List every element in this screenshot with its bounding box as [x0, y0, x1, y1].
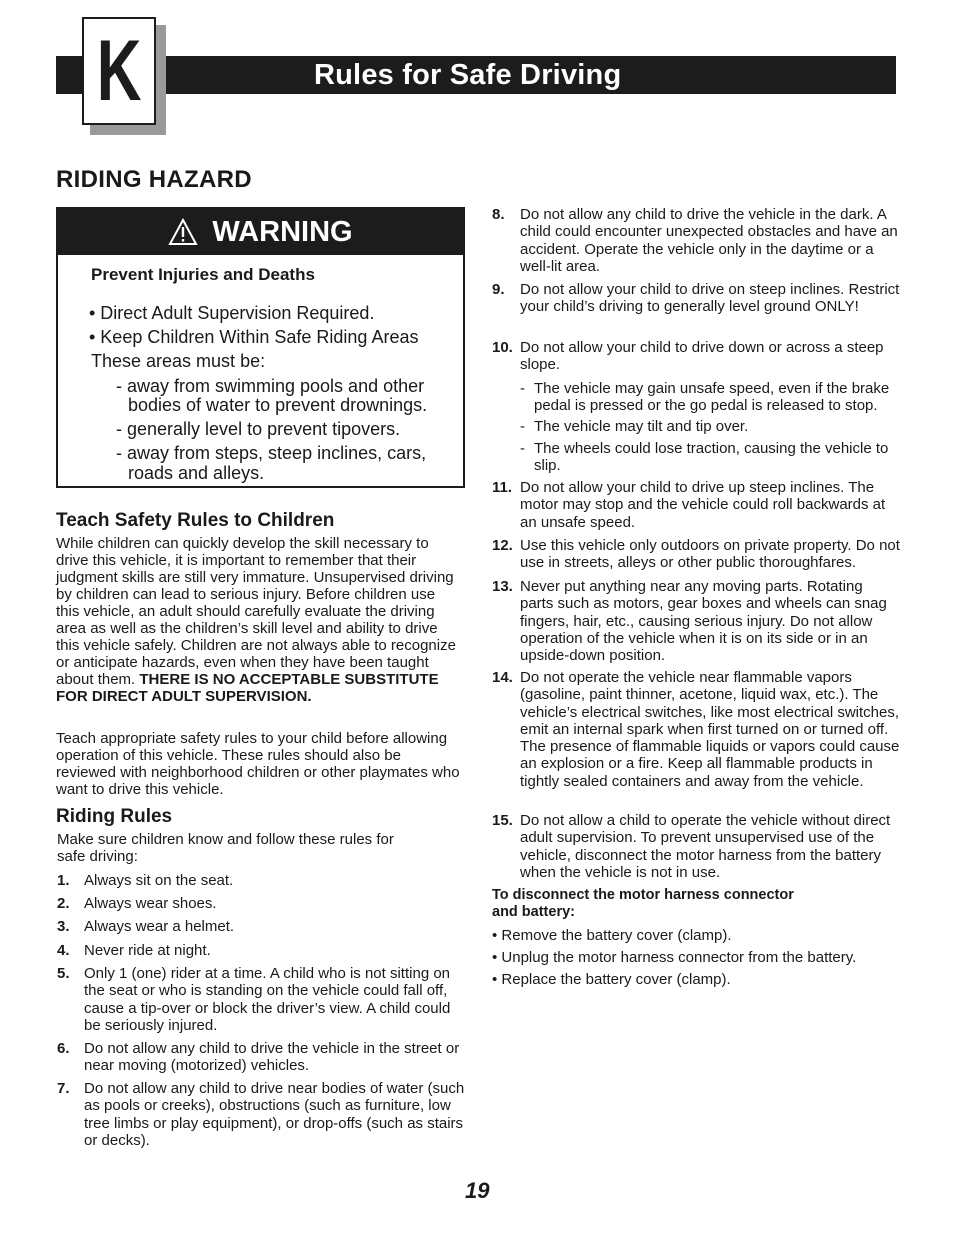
sub-item-dash: -: [520, 380, 525, 397]
rule-number: 7.: [57, 1080, 70, 1097]
rule-text: Never put anything near any moving parts. Rotating parts such as motors, gear boxes and wheels can snag fingers, hair, etc., causing serious injury. Do not allow operation of the vehicle when it is on its side or in an upside-down position.: [520, 578, 887, 665]
teach-paragraph-2: Teach appropriate safety rules to your child before allowing operation of this vehicle. These rules should also be reviewed with neighborhood children or other playmates who want to drive this vehicle.: [56, 730, 460, 798]
disconnect-heading: To disconnect the motor harness connector: [492, 887, 794, 903]
rule-number: 13.: [492, 578, 513, 595]
rule-number: 14.: [492, 669, 513, 686]
disconnect-heading-cont: and battery:: [492, 904, 575, 920]
warning-areas-intro: These areas must be:: [91, 351, 266, 371]
warning-banner: [58, 209, 463, 255]
sub-item-dash: -: [520, 440, 525, 457]
rule-number: 15.: [492, 812, 513, 829]
rule-text: Do not allow any child to drive the vehicle in the street or near moving (motorized) vehicles.: [84, 1040, 460, 1075]
rule-number: 3.: [57, 918, 70, 935]
rule-text: Do not allow your child to drive on steep inclines. Restrict your child’s driving to generally level ground ONLY!: [520, 281, 900, 316]
rule-text: Always wear shoes.: [84, 895, 217, 912]
rule-text: Do not allow your child to drive down or across a steep slope.: [520, 339, 884, 374]
warning-subtitle: Prevent Injuries and Deaths: [91, 265, 315, 284]
page-title: Rules for Safe Driving: [314, 59, 622, 91]
sub-item-text: The vehicle may tilt and tip over.: [534, 418, 749, 435]
section-letter-tab: [82, 17, 156, 125]
rule-text: Do not allow any child to drive near bodies of water (such as pools or creeks), obstructions (such as furniture, low tree limbs or play equipment), or drop-offs (such as stairs or decks).: [84, 1080, 465, 1149]
warning-area-item-cont: roads and alleys.: [128, 463, 265, 483]
rule-number: 8.: [492, 206, 505, 223]
sub-item-text: The wheels could lose traction, causing the vehicle to slip.: [534, 440, 889, 475]
warning-bullet: • Direct Adult Supervision Required.: [89, 303, 375, 323]
section-heading: RIDING HAZARD: [56, 166, 252, 193]
warning-box: [56, 207, 465, 488]
rule-text: Only 1 (one) rider at a time. A child who is not sitting on the seat or who is standing on the vehicle could fall off, cause a tip-over or block the driver’s view. A child could be seriously injured.: [84, 965, 451, 1034]
rule-text: Never ride at night.: [84, 942, 211, 959]
riding-rules-intro: Make sure children know and follow these rules for: [57, 831, 394, 848]
sub-item-dash: -: [520, 418, 525, 435]
section-letter: K: [96, 23, 142, 119]
rule-number: 5.: [57, 965, 70, 982]
rule-text: Always wear a helmet.: [84, 918, 235, 935]
rule-number: 11.: [492, 479, 513, 496]
warning-triangle-icon: [168, 218, 198, 246]
warning-bullet: • Keep Children Within Safe Riding Areas: [89, 327, 419, 347]
disconnect-step: • Replace the battery cover (clamp).: [492, 971, 731, 988]
teach-paragraph: [56, 535, 461, 705]
riding-rules-heading: Riding Rules: [56, 806, 173, 827]
warning-label: WARNING: [212, 215, 353, 248]
rule-number: 6.: [57, 1040, 70, 1057]
disconnect-step: • Unplug the motor harness connector from the battery.: [492, 949, 857, 966]
rule-number: 10.: [492, 339, 513, 356]
teach-paragraph-emphasis: THERE IS NO ACCEPTABLE SUBSTITUTE FOR DIRECT ADULT SUPERVISION.: [56, 671, 439, 705]
warning-area-item: - generally level to prevent tipovers.: [116, 419, 401, 439]
warning-area-item: - away from swimming pools and other: [116, 376, 425, 396]
rule-text: Use this vehicle only outdoors on private property. Do not use in streets, alleys or other public thoroughfares.: [520, 537, 900, 572]
rule-number: 12.: [492, 537, 513, 554]
warning-area-item-cont: bodies of water to prevent drownings.: [128, 395, 428, 415]
warning-area-item: - away from steps, steep inclines, cars,: [116, 443, 427, 463]
rule-text: Do not allow any child to drive the vehicle in the dark. A child could encounter unexpected obstacles and have an accident. Operate the vehicle only in the daytime or a well-lit area.: [520, 206, 898, 275]
sub-item-text: The vehicle may gain unsafe speed, even if the brake pedal is pressed or the go pedal is released to stop.: [534, 380, 890, 415]
rule-number: 2.: [57, 895, 70, 912]
teach-heading: Teach Safety Rules to Children: [56, 510, 335, 531]
rule-text: Do not allow your child to drive up steep inclines. The motor may stop and the vehicle could roll backwards at an unsafe speed.: [520, 479, 886, 531]
rule-text: Do not operate the vehicle near flammable vapors (gasoline, paint thinner, acetone, liquid wax, etc.). The vehicle’s electrical switches, like most electrical switches, emit an internal spark when first turned on or turned off. The presence of flammable liquids or vapors could cause an explosion or a fire. Keep all flammable products in tightly sealed containers and away from the vehicle.: [520, 669, 900, 790]
teach-paragraph-text: While children can quickly develop the skill necessary to drive this vehicle, it is important to remember that their judgment skills are still very immature. Unsupervised driving by children can lead to serious injury. Before children use this vehicle, an adult should carefully evaluate the driving area as well as the children’s skill level and ability to drive this vehicle safely. Children are not always able to recognize or anticipate hazards, even when they have been taught about them.: [56, 535, 456, 688]
rule-text: Do not allow a child to operate the vehicle without direct adult supervision. To prevent unsupervised use of the vehicle, disconnect the motor harness from the battery when the vehicle is not in use.: [520, 812, 891, 881]
page-number: 19: [465, 1178, 490, 1203]
rule-text: Always sit on the seat.: [84, 872, 234, 889]
rule-number: 1.: [57, 872, 70, 889]
disconnect-step: • Remove the battery cover (clamp).: [492, 927, 732, 944]
rule-number: 9.: [492, 281, 505, 298]
rule-number: 4.: [57, 942, 70, 959]
riding-rules-intro-cont: safe driving:: [57, 848, 138, 865]
